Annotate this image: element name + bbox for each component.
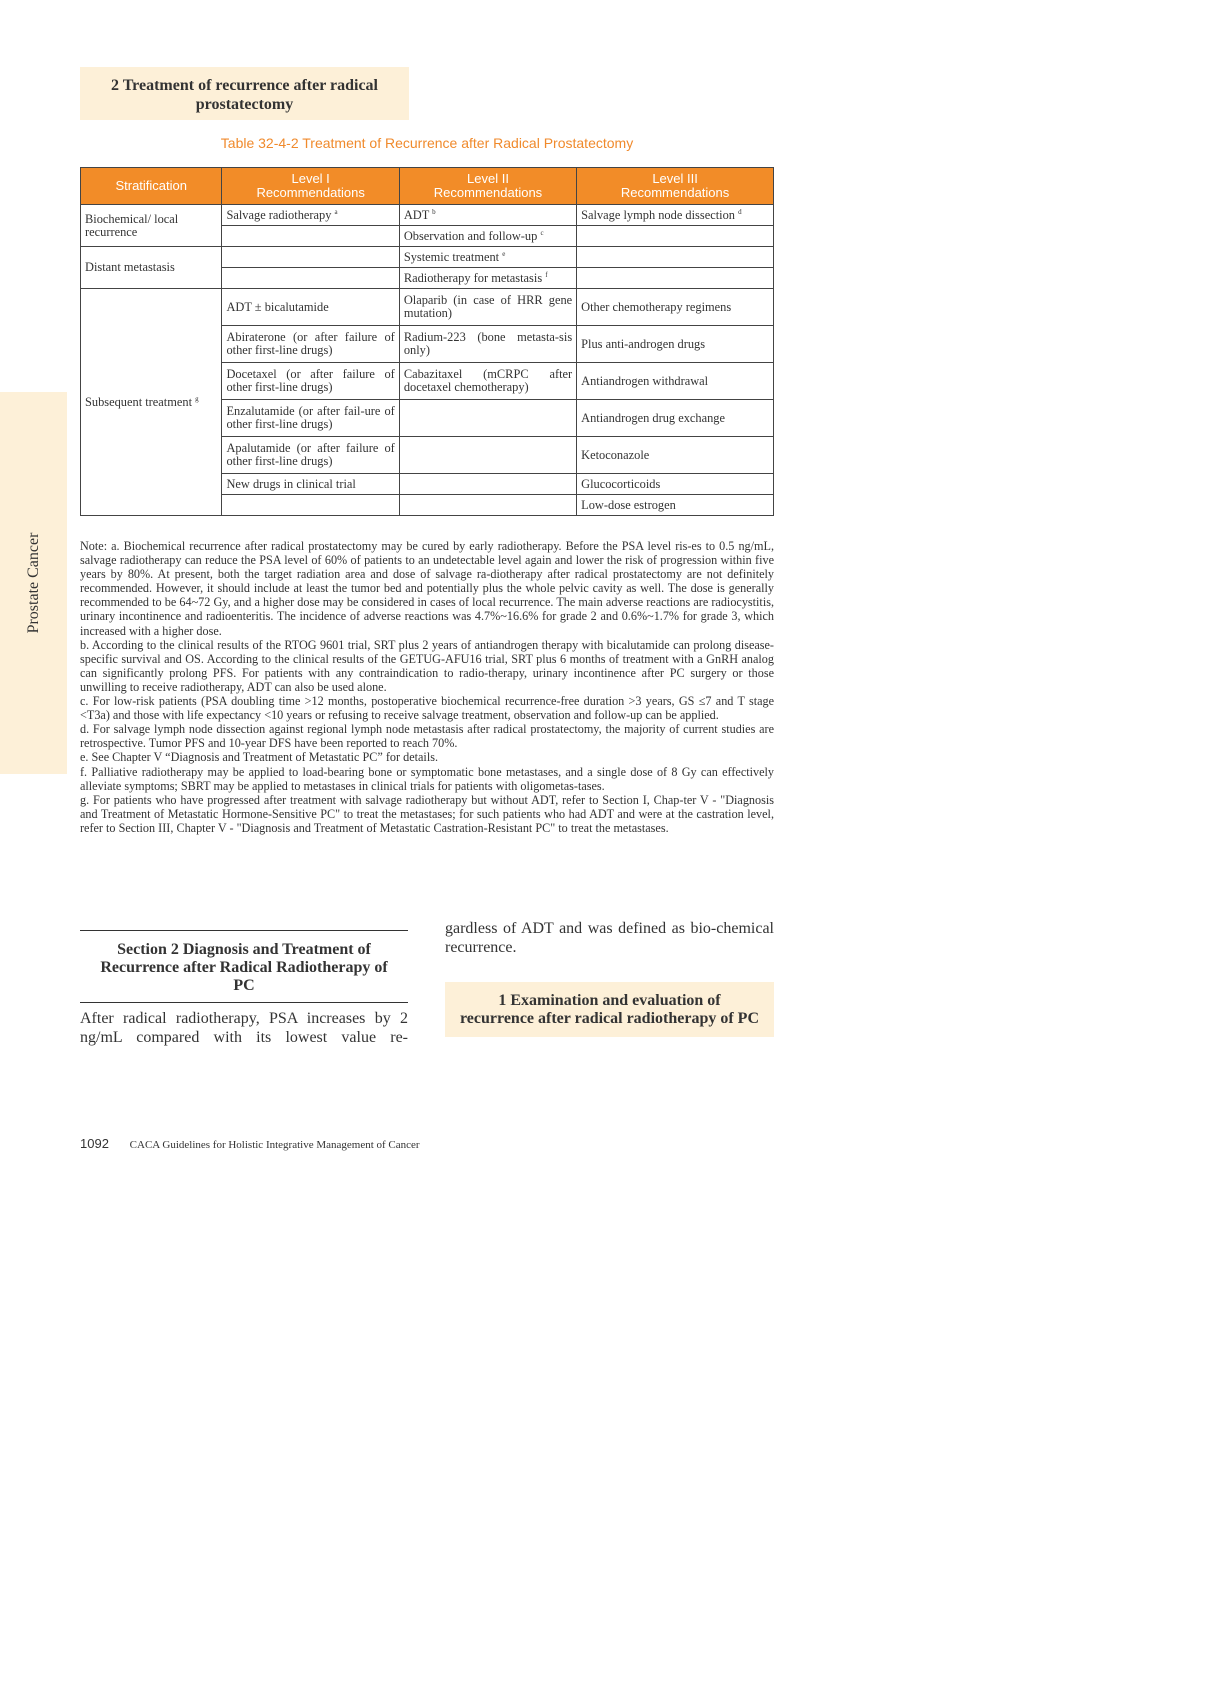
cell-level-3 [577, 226, 774, 247]
header-level-3 [577, 168, 774, 205]
cell-level-3: Antiandrogen drug exchange [577, 400, 774, 437]
group-biochemical-local-recurrence: Biochemical/ local recurrence [81, 205, 222, 247]
subsection-examination-line-2: recurrence after radical radiotherapy of PC [459, 1010, 760, 1027]
table-row [81, 247, 774, 268]
cell-level-3 [577, 205, 774, 226]
group-subsequent-treatment [81, 289, 222, 516]
subsection-heading-line-1: 2 Treatment of recurrence after radical [110, 77, 378, 94]
cell-level-1: Enzalutamide (or after fail-ure of other first-line drugs) [222, 400, 399, 437]
page-footer [80, 1136, 420, 1151]
note-e: e. See Chapter V “Diagnosis and Treatment of Metastatic PC” for details. [80, 750, 438, 765]
page-number: 1092 [80, 1136, 109, 1151]
cell-text: Systemic treatment [403, 249, 500, 264]
subsection-heading-line-2: prostatectomy [195, 96, 294, 113]
footnote-marker: b [432, 207, 436, 216]
cell-level-2: Radium-223 (bone metasta-sis only) [399, 326, 576, 363]
section-heading [80, 930, 408, 1003]
note-f: f. Palliative radiotherapy may be applied to load-bearing bone or symptomatic bone metastases, and a single dose of 8 Gy can effectively alleviate symptoms; SBRT may be applied to metastases in clinical trials for patients with oligometas-tases. [80, 764, 774, 793]
cell-level-2 [399, 247, 576, 268]
cell-level-3: Glucocorticoids [577, 474, 774, 495]
header-level-1-line-1: Level I [291, 171, 330, 186]
footnote-marker: a [334, 207, 338, 216]
cell-level-2 [399, 437, 576, 474]
cell-level-3 [577, 247, 774, 268]
footnote-marker: g [195, 394, 199, 403]
header-level-2-line-1: Level II [467, 171, 509, 186]
cell-text: Radiotherapy for metastasis [403, 270, 543, 285]
table-header-row [81, 168, 774, 205]
cell-level-2 [399, 474, 576, 495]
subsection-examination-line-1: 1 Examination and evaluation of [498, 992, 721, 1009]
cell-text: Salvage lymph node dissection [581, 207, 735, 222]
cell-level-1 [222, 247, 399, 268]
body-paragraph-left: After radical radiotherapy, PSA increases by 2 ng/mL compared with its lowest value re- [80, 1010, 408, 1046]
running-title: CACA Guidelines for Holistic Integrative Management of Cancer [129, 1139, 420, 1151]
chapter-side-tab [0, 392, 67, 774]
cell-level-3: Plus anti-androgen drugs [577, 326, 774, 363]
cell-level-1 [222, 268, 399, 289]
cell-text: Salvage radiotherapy [226, 207, 332, 222]
cell-level-2: Cabazitaxel (mCRPC after docetaxel chemotherapy) [399, 363, 576, 400]
table-row [81, 205, 774, 226]
header-level-3-line-2: Recommendations [620, 185, 730, 200]
table-caption: Table 32-4-2 Treatment of Recurrence after Radical Prostatectomy [220, 135, 634, 151]
cell-text: Observation and follow-up [403, 228, 538, 243]
header-level-1 [222, 168, 399, 205]
group-distant-metastasis: Distant metastasis [81, 247, 222, 289]
note-d: d. For salvage lymph node dissection against regional lymph node metastasis after radical prostatectomy, the majority of current studies are retrospective. Tumor PFS and 10-year DFS have been reported to reach 70%. [80, 722, 774, 751]
table-row [81, 289, 774, 326]
recommendation-table [80, 167, 774, 516]
cell-level-1 [222, 205, 399, 226]
cell-level-2 [399, 226, 576, 247]
cell-level-1 [222, 226, 399, 247]
header-level-2 [399, 168, 576, 205]
cell-level-3: Antiandrogen withdrawal [577, 363, 774, 400]
subsection-heading [80, 67, 409, 120]
cell-text: ADT [403, 207, 430, 222]
cell-level-1: New drugs in clinical trial [222, 474, 399, 495]
footnote-marker: e [502, 249, 506, 258]
header-level-2-line-2: Recommendations [433, 185, 543, 200]
cell-level-3: Ketoconazole [577, 437, 774, 474]
cell-level-2 [399, 495, 576, 516]
header-stratification: Stratification [81, 168, 222, 205]
note-c: c. For low-risk patients (PSA doubling time >12 months, postoperative biochemical recurrence-free duration >3 years, GS ≤7 and T stage <T3a) and those with life expectancy <10 years or refusing to receive salvage treatment, observation and follow-up can be applied. [80, 694, 774, 723]
cell-level-1 [222, 495, 399, 516]
cell-level-3: Low-dose estrogen [577, 495, 774, 516]
section-heading-line-2: Recurrence after Radical Radiotherapy of [100, 959, 388, 976]
cell-level-3 [577, 268, 774, 289]
cell-level-2 [399, 400, 576, 437]
cell-level-1: Docetaxel (or after failure of other first-line drugs) [222, 363, 399, 400]
cell-level-1: Abiraterone (or after failure of other first-line drugs) [222, 326, 399, 363]
cell-level-2 [399, 268, 576, 289]
cell-level-1: ADT ± bicalutamide [222, 289, 399, 326]
cell-level-2: Olaparib (in case of HRR gene mutation) [399, 289, 576, 326]
note-a: Note: a. Biochemical recurrence after radical prostatectomy may be cured by early radiotherapy. Before the PSA level ris-es to 0.5 ng/mL, salvage radiotherapy can reduce the PSA level of 60% of patients to an undetectable level again and lower the risk of progression within five years by 80%. At present, both the target radiation area and dose of salvage ra-diotherapy after radical prostatectomy are not definitely recommended. However, it should include at least the tumor bed and potentially plus the whole pelvic cavity as well. The dose is generally recommended to be 64~72 Gy, and a higher dose may be considered in cases of local recurrence. The main adverse reactions are radiocystitis, urinary incontinence and radioenteritis. The incidence of adverse reactions was 4.7%~16.6% for grade 2 and 0.6%~1.7% for grade 3, which increased with a higher dose. [80, 539, 774, 638]
section-heading-line-1: Section 2 Diagnosis and Treatment of [117, 941, 371, 958]
body-paragraph-right: gardless of ADT and was defined as bio-chemical recurrence. [445, 920, 774, 956]
cell-level-3: Other chemotherapy regimens [577, 289, 774, 326]
footnote-marker: d [738, 207, 742, 216]
cell-level-1: Apalutamide (or after failure of other first-line drugs) [222, 437, 399, 474]
cell-level-2 [399, 205, 576, 226]
subsection-heading-examination [445, 982, 774, 1037]
note-g: g. For patients who have progressed after treatment with salvage radiotherapy but without ADT, refer to Section I, Chap-ter V - "Diagnosis and Treatment of Metastatic Hormone-Sensitive PC" to treat the metastases; for such patients who had ADT and were at the castration level, refer to Section III, Chapter V - "Diagnosis and Treatment of Metastatic Castration-Resistant PC" to treat the metastases. [80, 792, 774, 835]
note-b: b. According to the clinical results of the RTOG 9601 trial, SRT plus 2 years of antiandrogen therapy with bicalutamide can prolong disease-specific survival and OS. According to the clinical results of the GETUG-AFU16 trial, SRT plus 6 months of treatment with a GnRH analog can significantly prolong PFS. For patients with any contraindication to radio-therapy, urinary incontinence after PC surgery or those unwilling to receive radiotherapy, ADT can also be used alone. [80, 637, 774, 694]
header-level-3-line-1: Level III [652, 171, 698, 186]
footnote-marker: c [540, 228, 544, 237]
section-heading-line-3: PC [233, 977, 255, 994]
header-level-1-line-2: Recommendations [256, 185, 365, 200]
cell-text: Subsequent treatment [85, 394, 193, 409]
chapter-side-label: Prostate Cancer [24, 532, 42, 634]
footnote-marker: f [545, 270, 548, 279]
table-notes [80, 539, 774, 835]
